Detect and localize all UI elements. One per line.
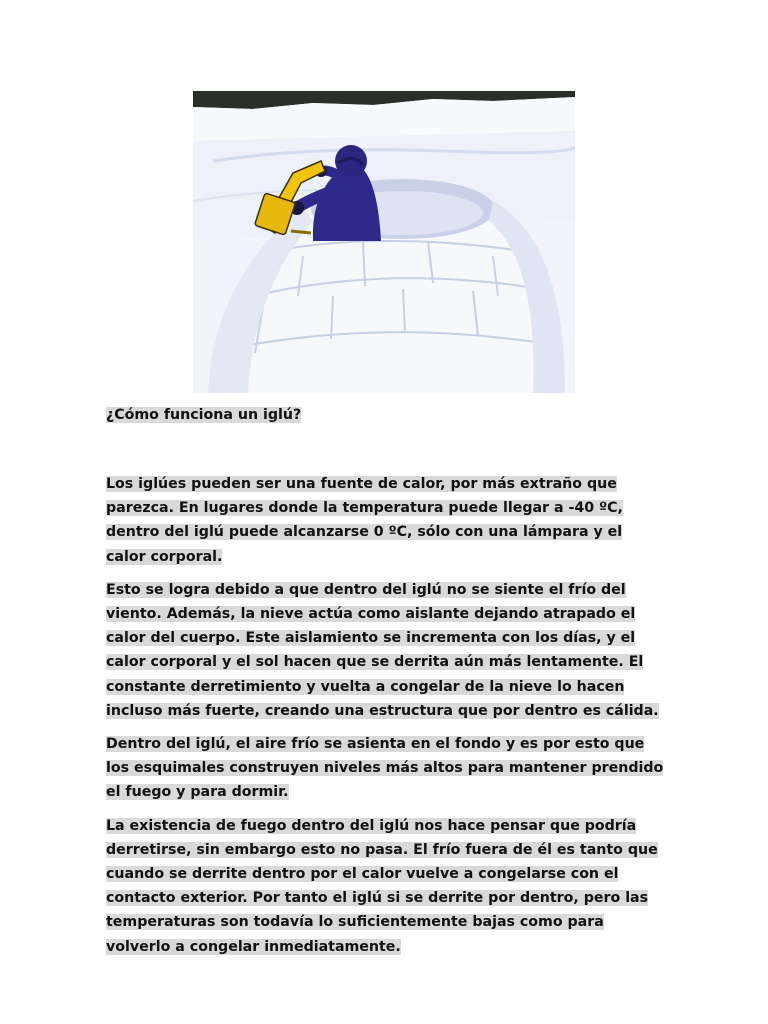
igloo-illustration	[193, 91, 575, 393]
paragraph-2: Esto se logra debido a que dentro del iglú no se siente el frío del viento. Además, la nieve actúa como aislante dejando atrapado el calor del cuerpo. Este aislamiento se incrementa con los días, y el calor corporal y el sol hacen que se derrita aún más lentamente. El constante derretimiento y vuelta a congelar de la nieve lo hacen incluso más fuerte, creando una estructura que por dentro es cálida.	[106, 581, 659, 719]
article-title: ¿Cómo funciona un iglú?	[106, 407, 302, 423]
paragraph-4: La existencia de fuego dentro del iglú nos hace pensar que podría derretirse, sin embargo esto no pasa. El frío fuera de él es tanto que cuando se derrite dentro por el calor vuelve a congelarse con el contacto exterior. Por tanto el iglú si se derrite por dentro, pero las temperaturas son todavía lo suficientemente bajas como para volverlo a congelar inmediatamente.	[106, 817, 658, 955]
paragraph-1: Los iglúes pueden ser una fuente de calor, por más extraño que parezca. En lugares donde la temperatura puede llegar a -40 ºC, dentro del iglú puede alcanzarse 0 ºC, sólo con una lámpara y el calor corporal.	[106, 476, 623, 565]
article	[106, 404, 666, 959]
paragraph-3: Dentro del iglú, el aire frío se asienta en el fondo y es por esto que los esquimales construyen niveles más altos para mantener prendido el fuego y para dormir.	[106, 736, 664, 801]
igloo-photo	[193, 91, 575, 393]
